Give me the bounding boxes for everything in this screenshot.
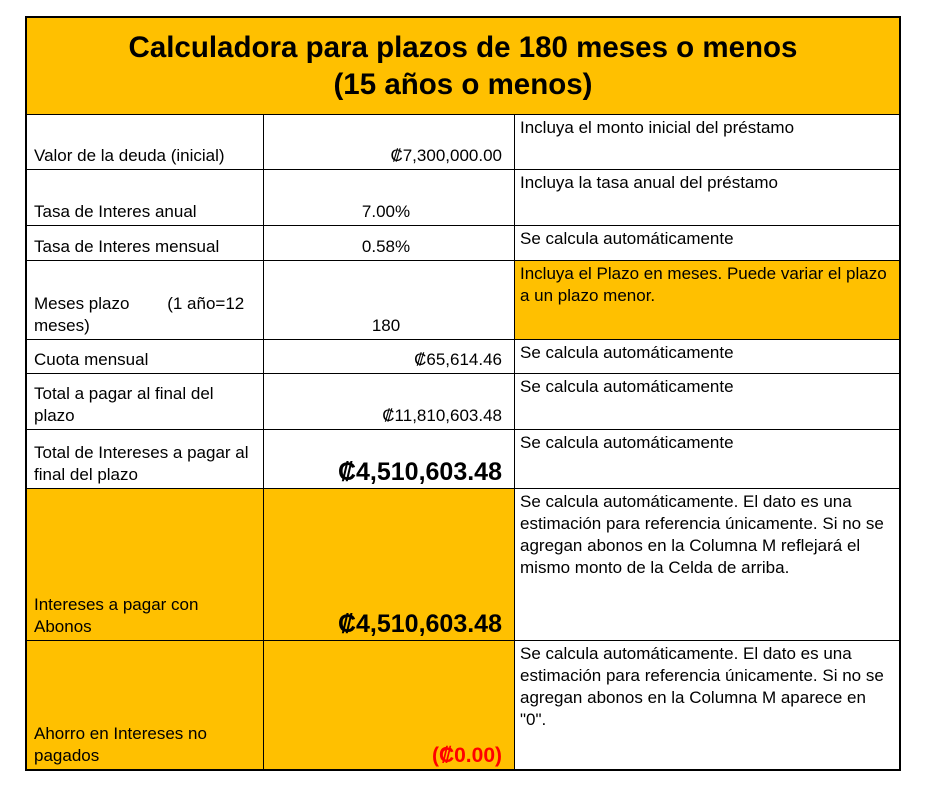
- note-tasa-mensual: Se calcula automáticamente: [520, 229, 734, 248]
- value-ahorro-intereses: (₡0.00): [264, 641, 515, 769]
- calculator-table: [27, 115, 899, 769]
- label-meses-plazo: Meses plazo (1 año=12 meses): [27, 261, 264, 339]
- note-valor-deuda: Incluya el monto inicial del préstamo: [520, 118, 795, 137]
- label-total-intereses: Total de Intereses a pagar al final del plazo: [27, 430, 264, 488]
- note-total-pagar: Se calcula automáticamente: [520, 377, 734, 396]
- label-ahorro-intereses: Ahorro en Intereses no pagados: [27, 641, 264, 769]
- note-ahorro-intereses: Se calcula automáticamente. El dato es una estimación para referencia únicamente. Si no se agregan abonos en la Columna M aparece en "0".: [520, 644, 884, 729]
- label-tasa-anual: Tasa de Interes anual: [27, 170, 264, 225]
- value-intereses-abonos: ₡4,510,603.48: [264, 489, 515, 640]
- row-meses-plazo: [27, 261, 899, 340]
- label-intereses-abonos: Intereses a pagar con Abonos: [27, 489, 264, 640]
- row-cuota-mensual: [27, 340, 899, 374]
- label-total-pagar: Total a pagar al final del plazo: [27, 374, 264, 429]
- input-meses-plazo[interactable]: 180: [264, 261, 515, 339]
- calculator-sheet: [25, 16, 901, 771]
- note-tasa-anual: Incluya la tasa anual del préstamo: [520, 173, 778, 192]
- input-valor-deuda[interactable]: ₡7,300,000.00: [264, 115, 515, 169]
- value-tasa-mensual: 0.58%: [264, 226, 515, 260]
- row-tasa-anual: [27, 170, 899, 226]
- sheet-title: [27, 18, 899, 115]
- label-tasa-mensual: Tasa de Interes mensual: [27, 226, 264, 260]
- note-total-intereses: Se calcula automáticamente: [520, 433, 734, 452]
- note-cuota-mensual: Se calcula automáticamente: [520, 343, 734, 362]
- value-cuota-mensual: ₡65,614.46: [264, 340, 515, 373]
- row-total-intereses: [27, 430, 899, 489]
- row-ahorro-intereses: [27, 641, 899, 769]
- title-line-2: (15 años o menos): [333, 68, 593, 101]
- label-cuota-mensual: Cuota mensual: [27, 340, 264, 373]
- note-meses-plazo: Incluya el Plazo en meses. Puede variar el plazo a un plazo menor.: [515, 261, 899, 339]
- label-valor-deuda: Valor de la deuda (inicial): [27, 115, 264, 169]
- row-tasa-mensual: [27, 226, 899, 261]
- value-total-pagar: ₡11,810,603.48: [264, 374, 515, 429]
- title-line-1: Calculadora para plazos de 180 meses o menos: [128, 31, 798, 64]
- row-valor-deuda: [27, 115, 899, 170]
- note-intereses-abonos: Se calcula automáticamente. El dato es una estimación para referencia únicamente. Si no se agregan abonos en la Columna M reflejará el mismo monto de la Celda de arriba.: [520, 492, 884, 577]
- input-tasa-anual[interactable]: 7.00%: [264, 170, 515, 225]
- row-intereses-abonos: [27, 489, 899, 641]
- row-total-pagar: [27, 374, 899, 430]
- value-total-intereses: ₡4,510,603.48: [264, 430, 515, 488]
